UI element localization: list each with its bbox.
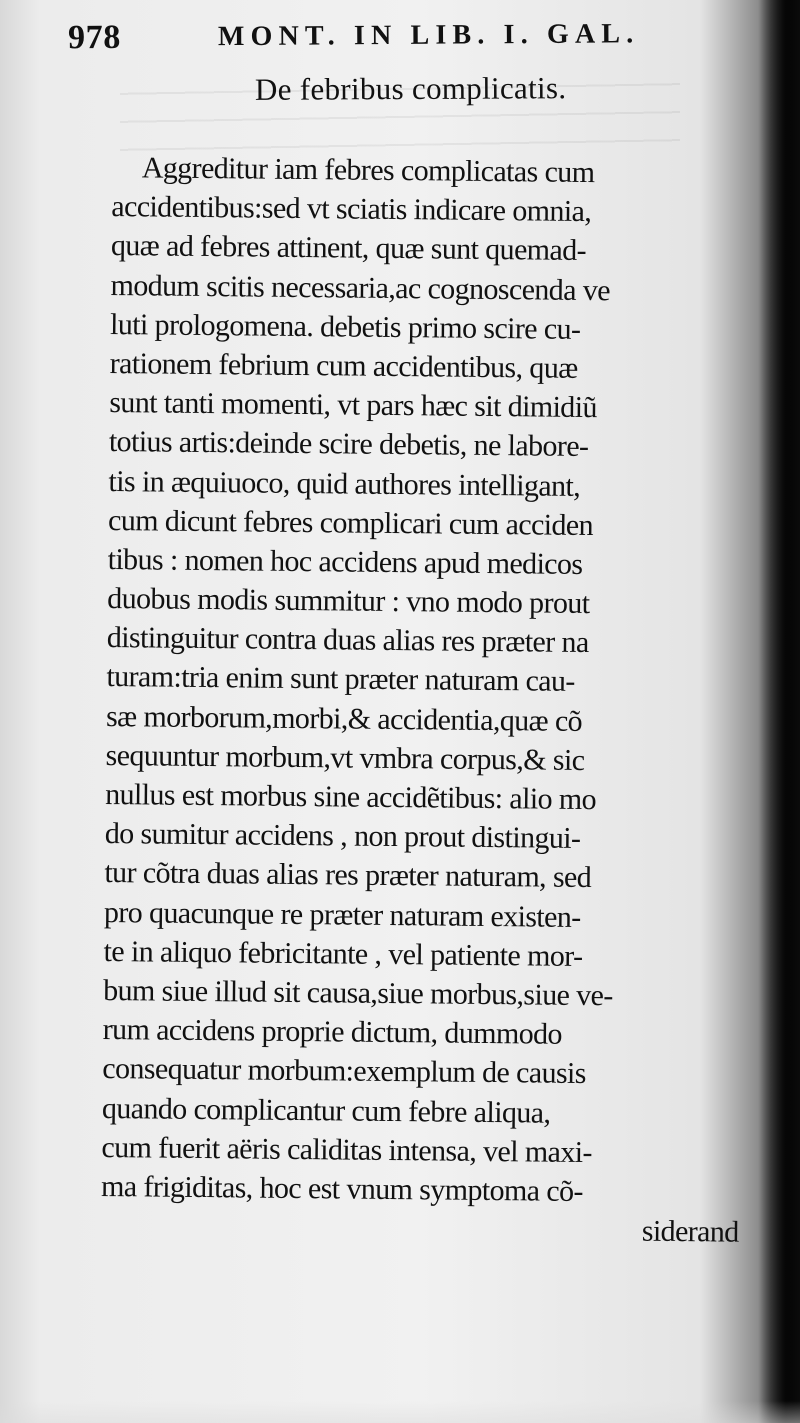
text-line: sæ morborum,morbi,& accidentia,quæ cõ xyxy=(105,699,583,738)
text-line: rum accidens proprie dictum, dummodo xyxy=(102,1013,563,1051)
text-line: do sumitur accidens , non prout distingui- xyxy=(104,817,581,856)
text-line: tibus : nomen hoc accidens apud medicos xyxy=(107,542,583,581)
body-text xyxy=(99,148,762,1385)
text-line: totius artis:deinde scire debetis, ne labore- xyxy=(108,425,589,464)
running-head: MONT. IN LIB. I. GAL. xyxy=(217,18,640,53)
text-line: te in aliquo febricitante , vel patiente mor- xyxy=(103,934,583,973)
page-number: 978 xyxy=(67,18,122,57)
text-line: quando complicantur cum febre aliqua, xyxy=(101,1091,551,1130)
text-line: cum fuerit aëris caliditas intensa, vel maxi- xyxy=(101,1130,592,1169)
text-line: pro quacunque re præter naturam existen- xyxy=(103,895,581,934)
text-line: Aggreditur iam febres complicatas cum xyxy=(141,151,595,190)
text-line: nullus est morbus sine accidẽtibus: alio mo xyxy=(105,777,597,817)
section-title: De febribus complicatis. xyxy=(254,70,567,107)
text-line: sequuntur morbum,vt vmbra corpus,& sic xyxy=(105,738,585,777)
text-line: cum dicunt febres complicari cum acciden xyxy=(107,503,594,542)
page-header xyxy=(68,12,708,60)
catchword: siderand xyxy=(641,1214,739,1249)
text-line: sunt tanti momenti, vt pars hæc sit dimidiũ xyxy=(109,386,597,425)
text-line: bum siue illud sit causa,siue morbus,siue ve- xyxy=(103,973,613,1013)
text-line: luti prologomena. debetis primo scire cu- xyxy=(109,307,581,346)
text-line: tis in æquiuoco, quid authores intelligant, xyxy=(108,464,581,503)
text-line: modum scitis necessaria,ac cognoscenda ve xyxy=(110,268,611,307)
text-line: rationem febrium cum accidentibus, quæ xyxy=(109,346,578,385)
text-line: ma frigiditas, hoc est vnum symptoma cõ- xyxy=(100,1169,584,1208)
text-line: turam:tria enim sunt præter naturam cau- xyxy=(106,660,575,699)
page-bottom-shadow xyxy=(0,1401,800,1423)
text-line: accidentibus:sed vt sciatis indicare omnia, xyxy=(111,190,592,229)
text-line: tur cõtra duas alias res præter naturam, sed xyxy=(104,856,592,895)
text-line: quæ ad febres attinent, quæ sunt quemad- xyxy=(110,229,587,268)
text-line: consequatur morbum:exemplum de causis xyxy=(102,1052,587,1091)
text-line: duobus modis summitur : vno modo prout xyxy=(107,582,590,621)
text-line: distinguitur contra duas alias res præter na xyxy=(106,621,589,660)
page-edge-shadow xyxy=(758,0,800,1423)
